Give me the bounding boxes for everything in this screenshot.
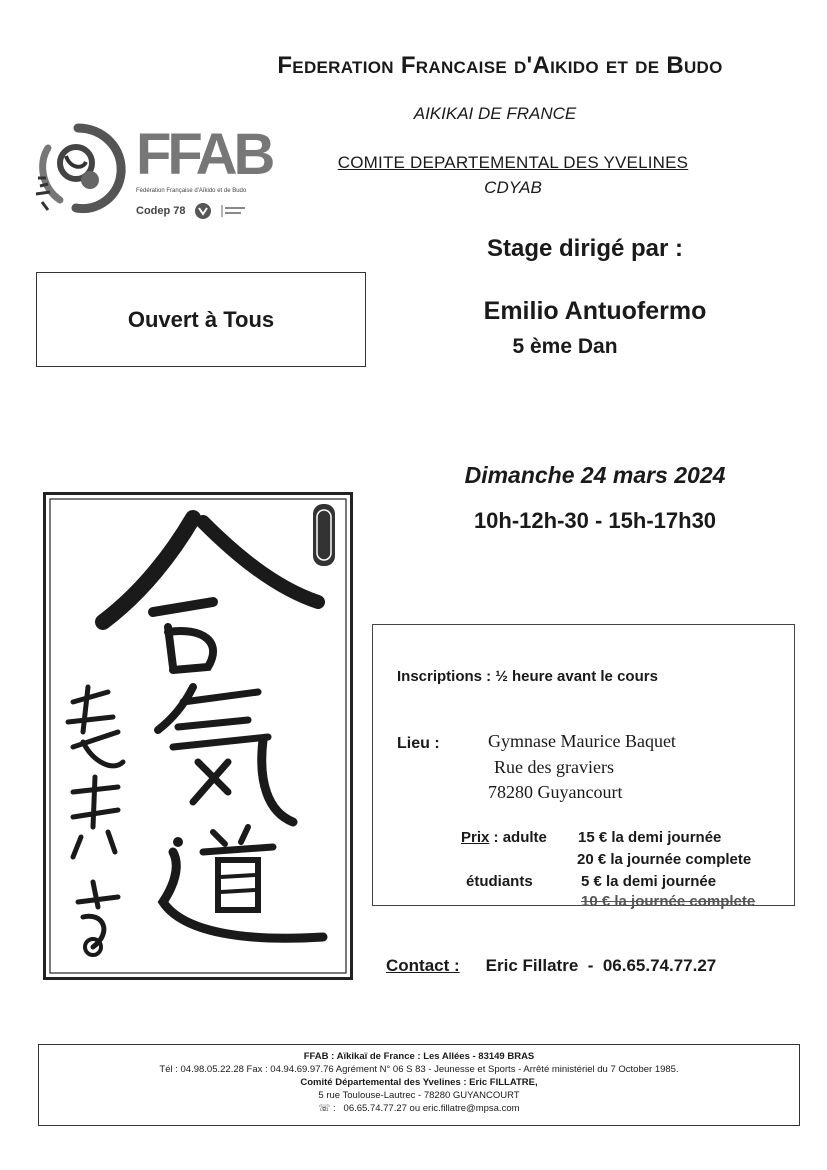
inscriptions-text: Inscriptions : ½ heure avant le cours [397,668,658,685]
open-to-all-box [36,272,366,367]
prix-etudiants-prefix: étudiants [466,873,533,890]
open-to-all-label: Ouvert à Tous [127,306,275,332]
aikido-calligraphy-icon [43,492,353,980]
aikikai-logo-icon [28,118,128,218]
footer-box [38,1044,800,1126]
footer-line: ☏ : 06.65.74.77.27 ou eric.fillatre@mpsa.com [318,1103,520,1114]
cdyab-subtitle: CDYAB [484,178,542,197]
comite-title: COMITE DEPARTEMENTAL DES YVELINES [337,153,689,172]
stage-label: Stage dirigé par : [486,235,684,262]
contact-value: Eric Fillatre - 06.65.74.77.27 [485,956,717,975]
lieu-label: Lieu : [397,735,440,752]
contact-row [386,956,716,976]
lieu-line: Rue des graviers [494,757,614,777]
prix-adulte-prefix: : adulte [489,829,547,846]
prix-etudiants-full-day: 10 € la journée complete [581,893,756,910]
event-date: Dimanche 24 mars 2024 [464,462,726,488]
teacher-name: Emilio Antuofermo [483,297,707,325]
footer-line: Comité Départemental des Yvelines : Eric FILLATRE, [300,1077,538,1088]
prix-label: Prix [461,829,490,846]
aikikai-subtitle: AIKIKAI DE FRANCE [413,104,577,123]
yvelines-emblem-icon [194,202,212,220]
lieu-line: 78280 Guyancourt [488,782,623,802]
lieu-line: Gymnase Maurice Baquet [488,731,676,751]
yvelines-department-mark-icon [220,204,250,218]
ffab-logo-subtitle: Fédération Française d'Aïkido et de Budo [136,188,247,194]
federation-title: Federation Francaise d'Aikido et de Budo [277,52,723,79]
ffab-logo-text: FFAB [136,122,272,187]
event-hours: 10h-12h-30 - 15h-17h30 [473,508,717,533]
footer-line: FFAB : Aïkikaï de France : Les Allées - 83149 BRAS [303,1051,535,1062]
prix-adulte-half-day: 15 € la demi journée [578,829,722,846]
ffab-logo [136,124,286,234]
prix-adulte-full-day: 20 € la journée complete [577,851,752,868]
codep-label: Codep 78 [136,205,186,217]
prix-adulte-row [461,829,547,846]
footer-line: 5 rue Toulouse-Lautrec - 78280 GUYANCOURT [318,1090,520,1101]
contact-label: Contact : [386,956,460,975]
footer-line: Tél : 04.98.05.22.28 Fax : 04.94.69.97.76 Agrément N° 06 S 83 - Jeunesse et Sports - Arrêté ministériel du 7 October 1985. [159,1064,679,1075]
teacher-grade: 5 ème Dan [512,335,618,358]
prix-etudiants-half-day: 5 € la demi journée [581,873,717,890]
